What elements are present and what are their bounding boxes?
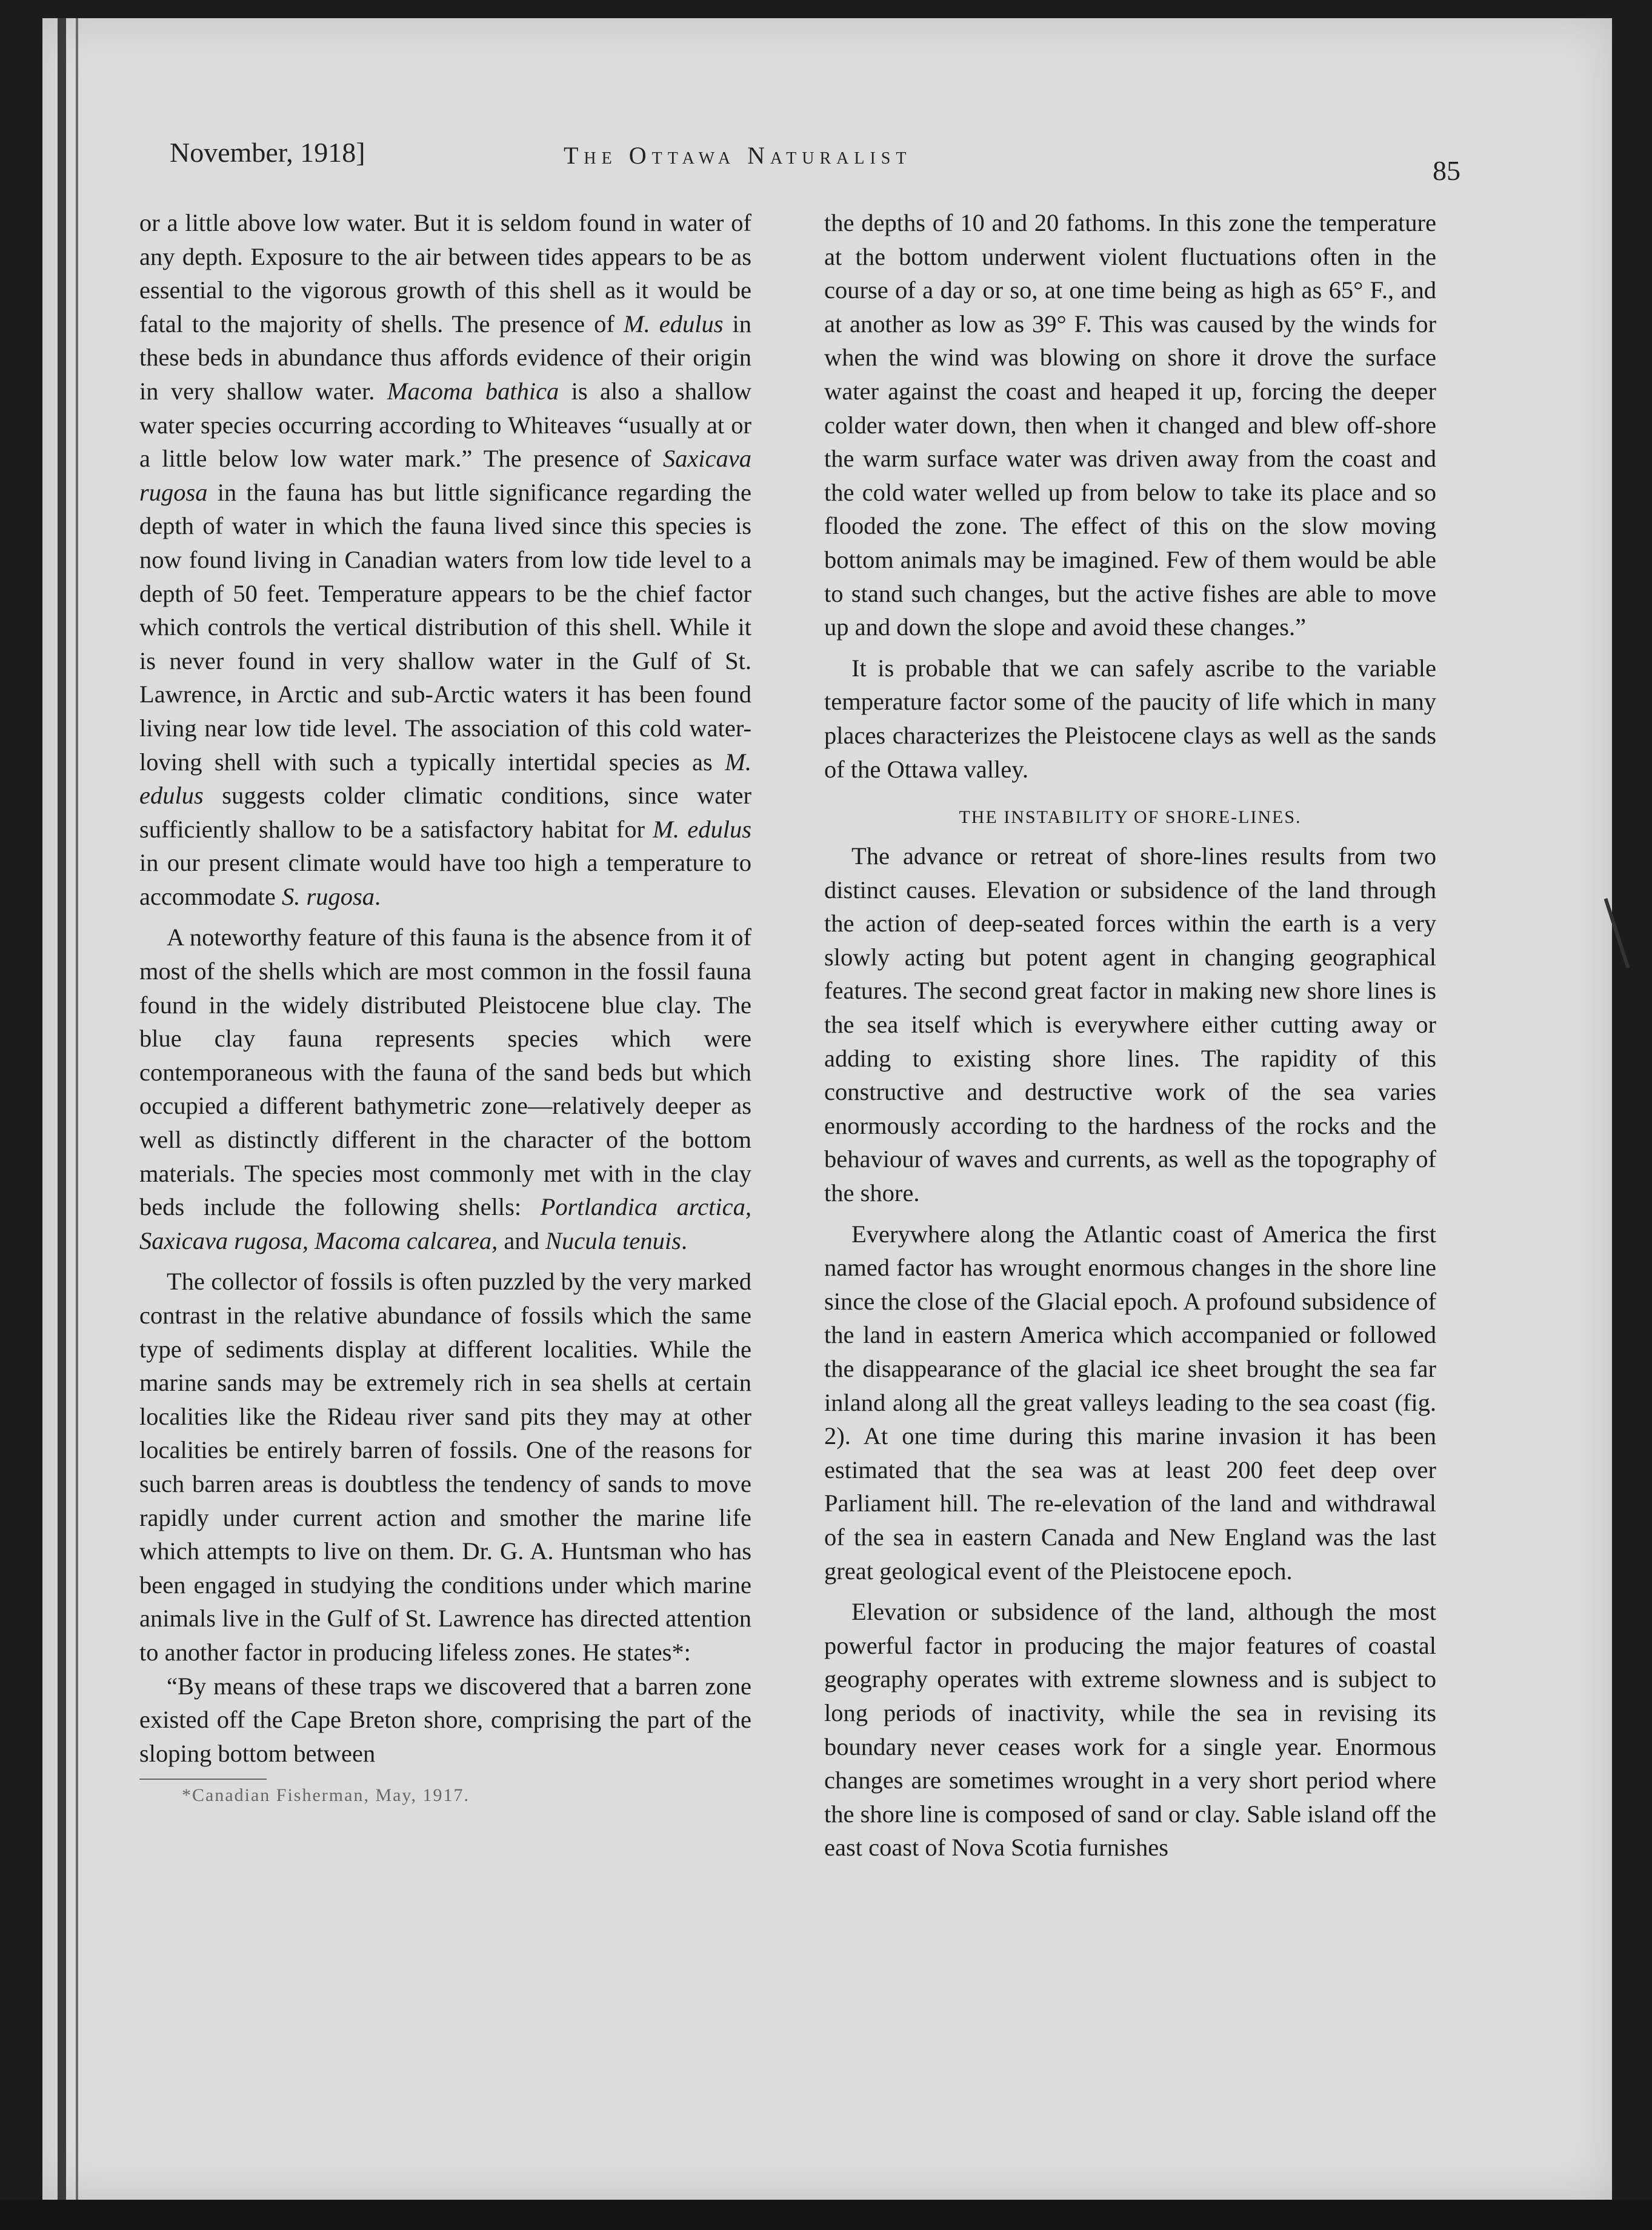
paragraph: the depths of 10 and 20 fathoms. In this zone the temperature at the bottom underwent violent fluctuations often in the course of a day or so, at one time being as high as 65° F., and at another as low as 39° F. This was caused by the winds for when the wind was blowing on shore it drove the surface water against the coast and heaped it up, forcing the deeper colder water down, then when it changed and blew off-shore the warm surface water was driven away from the coast and the cold water welled up from below to take its place and so flooded the zone. The effect of this on the slow moving bottom animals may be imagined. Few of them would be able to stand such changes, but the active fishes are able to move up and down the slope and avoid these changes.”	[824, 209, 1436, 641]
scan-bottom-edge	[0, 2200, 1652, 2230]
binding-edge	[76, 18, 78, 2200]
quotation-paragraph: “By means of these traps we discovered that a barren zone existed off the Cape Breton shore, comprising the part of the sloping bottom between	[139, 1672, 751, 1767]
paragraph: A noteworthy feature of this fauna is the absence from it of most of the shells which are most common in the fossil fauna found in the widely distributed Pleistocene blue clay. The blue clay fauna represents species which were contemporaneous with the fauna of the sand beds but which occupied a different bathymetric zone—relatively deeper as well as distinctly different in the character of the bottom materials. The species most commonly met with in the clay beds include the following shells: Portlandica arctica, Saxicava rugosa, Macoma calcarea, and Nucula tenuis.	[139, 924, 751, 1254]
running-header	[170, 130, 1460, 186]
footnote-rule	[139, 1779, 267, 1780]
paragraph: Everywhere along the Atlantic coast of America the first named factor has wrought enormous changes in the shore line since the close of the Glacial epoch. A profound subsidence of the land in eastern America which accompanied or followed the disappearance of the glacial ice sheet brought the sea far inland along all the great valleys leading to the sea coast (fig. 2). At one time during this marine invasion it has been estimated that the sea was at least 200 feet deep over Parliament hill. The re-elevation of the land and withdrawal of the sea in eastern Canada and New England was the last great geological event of the Pleistocene epoch.	[824, 1220, 1436, 1585]
paragraph: or a little above low water. But it is seldom found in water of any depth. Exposure to the air between tides appears to be as essential to the vigorous growth of this shell as it would be fatal to the majority of shells. The presence of M. edulus in these beds in abundance thus affords evidence of their origin in very shallow water. Macoma bathica is also a shallow water species occurring according to Whiteaves “usually at or a little below low water mark.” The presence of Saxicava rugosa in the fauna has but little significance regarding the depth of water in which the fauna lived since this species is now found living in Canadian waters from low tide level to a depth of 50 feet. Temperature appears to be the chief factor which controls the vertical distribution of this shell. While it is never found in very shallow water in the Gulf of St. Lawrence, in Arctic and sub-Arctic waters it has been found living near low tide level. The association of this cold water-loving shell with such a typically intertidal species as M. edulus suggests colder climatic conditions, since water sufficiently shallow to be a satisfactory habitat for M. edulus in our present climate would have too high a temperature to accommodate S. rugosa.	[139, 209, 751, 910]
footnote: *Canadian Fisherman, May, 1917.	[182, 1785, 470, 1806]
paragraph: The collector of fossils is often puzzled by the very marked contrast in the relative abundance of fossils which the same type of sediments display at different localities. While the marine sands may be extremely rich in sea shells at certain localities like the Rideau river sand pits they may at other localities be entirely barren of fossils. One of the reasons for such barren areas is doubtless the tendency of sands to move rapidly under current action and smother the marine life which attempts to live on them. Dr. G. A. Huntsman who has been engaged in studying the conditions under which marine animals live in the Gulf of St. Lawrence has directed attention to another factor in producing lifeless zones. He states*:	[139, 1268, 751, 1666]
paragraph: The advance or retreat of shore-lines results from two distinct causes. Elevation or subsidence of the land through the action of deep-seated forces within the earth is a very slowly acting but potent agent in changing geographical features. The second great factor in making new shore lines is the sea itself which is everywhere either cutting away or adding to existing shore lines. The rapidity of this constructive and destructive work of the sea varies enormously according to the hardness of the rocks and the behaviour of waves and currents, as well as the topography of the shore.	[824, 842, 1436, 1207]
paragraph: It is probable that we can safely ascribe to the variable temperature factor some of the paucity of life which in many places characterizes the Pleistocene clays as well as the sands of the Ottawa valley.	[824, 654, 1436, 783]
paragraph: Elevation or subsidence of the land, although the most powerful factor in producing the major features of coastal geography operates with extreme slowness and is subject to long periods of inactivity, while the sea in revising its boundary never ceases work for a single year. Enormous changes are sometimes wrought in a very short period where the shore line is composed of sand or clay. Sable island off the east coast of Nova Scotia furnishes	[824, 1598, 1437, 1862]
binding-spine	[58, 18, 66, 2200]
issue-date: November, 1918]	[170, 137, 365, 168]
journal-title: The Ottawa Naturalist	[564, 142, 912, 169]
section-heading: THE INSTABILITY OF SHORE-LINES.	[959, 807, 1302, 828]
left-column	[139, 206, 751, 1808]
right-column	[824, 206, 1436, 1865]
page-number: 85	[1433, 155, 1460, 186]
